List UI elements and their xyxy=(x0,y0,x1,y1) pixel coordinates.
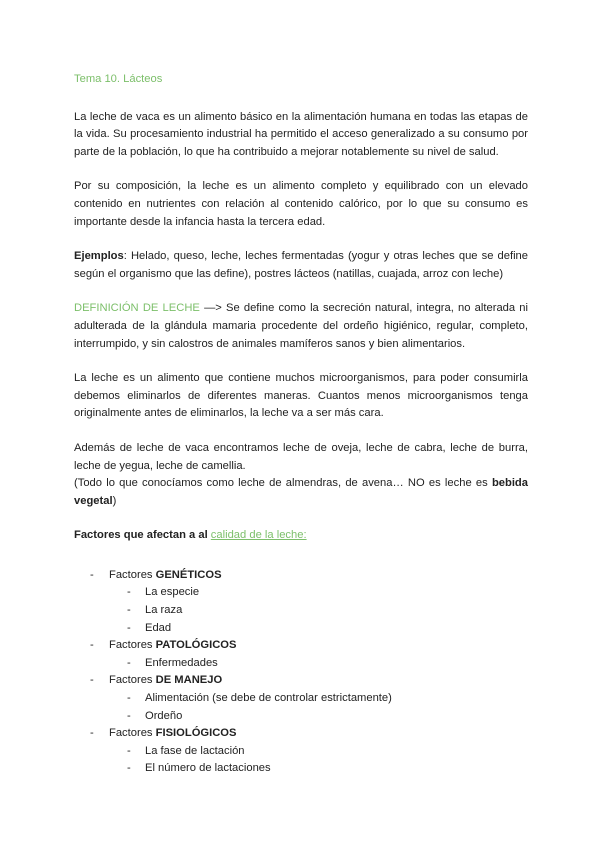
factors-list xyxy=(74,567,528,778)
factor-prefix: Factores xyxy=(109,674,156,687)
factor-prefix: Factores xyxy=(109,727,156,740)
list-item: - Enfermedades xyxy=(109,655,528,673)
factor-prefix: Factores xyxy=(109,639,156,652)
examples-label: Ejemplos xyxy=(74,250,124,263)
list-item: - Alimentación (se debe de controlar estrictamente) xyxy=(109,690,528,708)
definition-label: DEFINICIÓN DE LECHE xyxy=(74,302,200,315)
factor-type: PATOLÓGICOS xyxy=(155,639,237,652)
page-title: Tema 10. Lácteos xyxy=(74,73,163,85)
document-page xyxy=(74,71,528,778)
sub-list xyxy=(109,743,528,778)
factor-prefix: Factores xyxy=(109,568,156,581)
other-milks-line: Además de leche de vaca encontramos leche de oveja, leche de cabra, leche de burra, leche de yegua, leche de camellia. xyxy=(74,441,528,472)
sub-list xyxy=(109,655,528,673)
factor-type: DE MANEJO xyxy=(155,674,223,687)
list-item: - La fase de lactación xyxy=(109,743,528,761)
vegetal-note-bold: bebida vegetal xyxy=(74,477,528,507)
paragraph-examples xyxy=(74,248,528,283)
factor-type: GENÉTICOS xyxy=(155,568,222,581)
paragraph-microorganisms: La leche es un alimento que contiene muchos microorganismos, para poder consumirla debemos eliminarlos de diferentes maneras. Cuantos menos microorganismos tenga originalmente antes de eliminarlos, la leche va a ser más cara. xyxy=(74,372,528,420)
list-item: - Edad xyxy=(109,620,528,638)
list-item: - Ordeño xyxy=(109,708,528,726)
factors-heading xyxy=(74,527,528,545)
list-item: - El número de lactaciones xyxy=(109,760,528,778)
quality-link[interactable]: calidad de la leche: xyxy=(210,529,307,542)
list-item xyxy=(74,725,528,778)
list-item: - La especie xyxy=(109,584,528,602)
examples-text: : Helado, queso, leche, leches fermentadas (yogur y otras leches que se define según el organismo que las define), postres lácteos (natillas, cuajada, arroz con leche) xyxy=(74,250,528,280)
sub-list xyxy=(109,690,528,725)
paragraph-intro: La leche de vaca es un alimento básico en la alimentación humana en todas las etapas de la vida. Su procesamiento industrial ha permitido el acceso generalizado a su consumo por parte de la población, lo que ha contribuido a mejorar notablemente su nivel de salud. xyxy=(74,110,528,158)
list-item: - La raza xyxy=(109,602,528,620)
paragraph-other-milks xyxy=(74,440,528,510)
paragraph-definition xyxy=(74,300,528,353)
paragraph-composition: Por su composición, la leche es un alimento completo y equilibrado con un elevado contenido en nutrientes con relación al contenido calórico, por lo que su consumo es importante desde la infancia hasta la tercera edad. xyxy=(74,180,528,228)
sub-list xyxy=(109,584,528,637)
vegetal-note-post: ) xyxy=(112,494,117,507)
factors-heading-text: Factores que afectan a al xyxy=(74,529,211,542)
factor-type: FISIOLÓGICOS xyxy=(155,727,237,740)
list-item xyxy=(74,637,528,672)
definition-text: —> Se define como la secreción natural, integra, no alterada ni adulterada de la glándula mamaria procedente del ordeño higiénico, regular, completo, interrumpido, y sin calostros de animales mamíferos sanos y bien alimentarios. xyxy=(74,302,529,350)
vegetal-note-pre: (Todo lo que conocíamos como leche de almendras, de avena… NO es leche es xyxy=(74,477,492,490)
list-item xyxy=(74,567,528,637)
list-item xyxy=(74,672,528,725)
